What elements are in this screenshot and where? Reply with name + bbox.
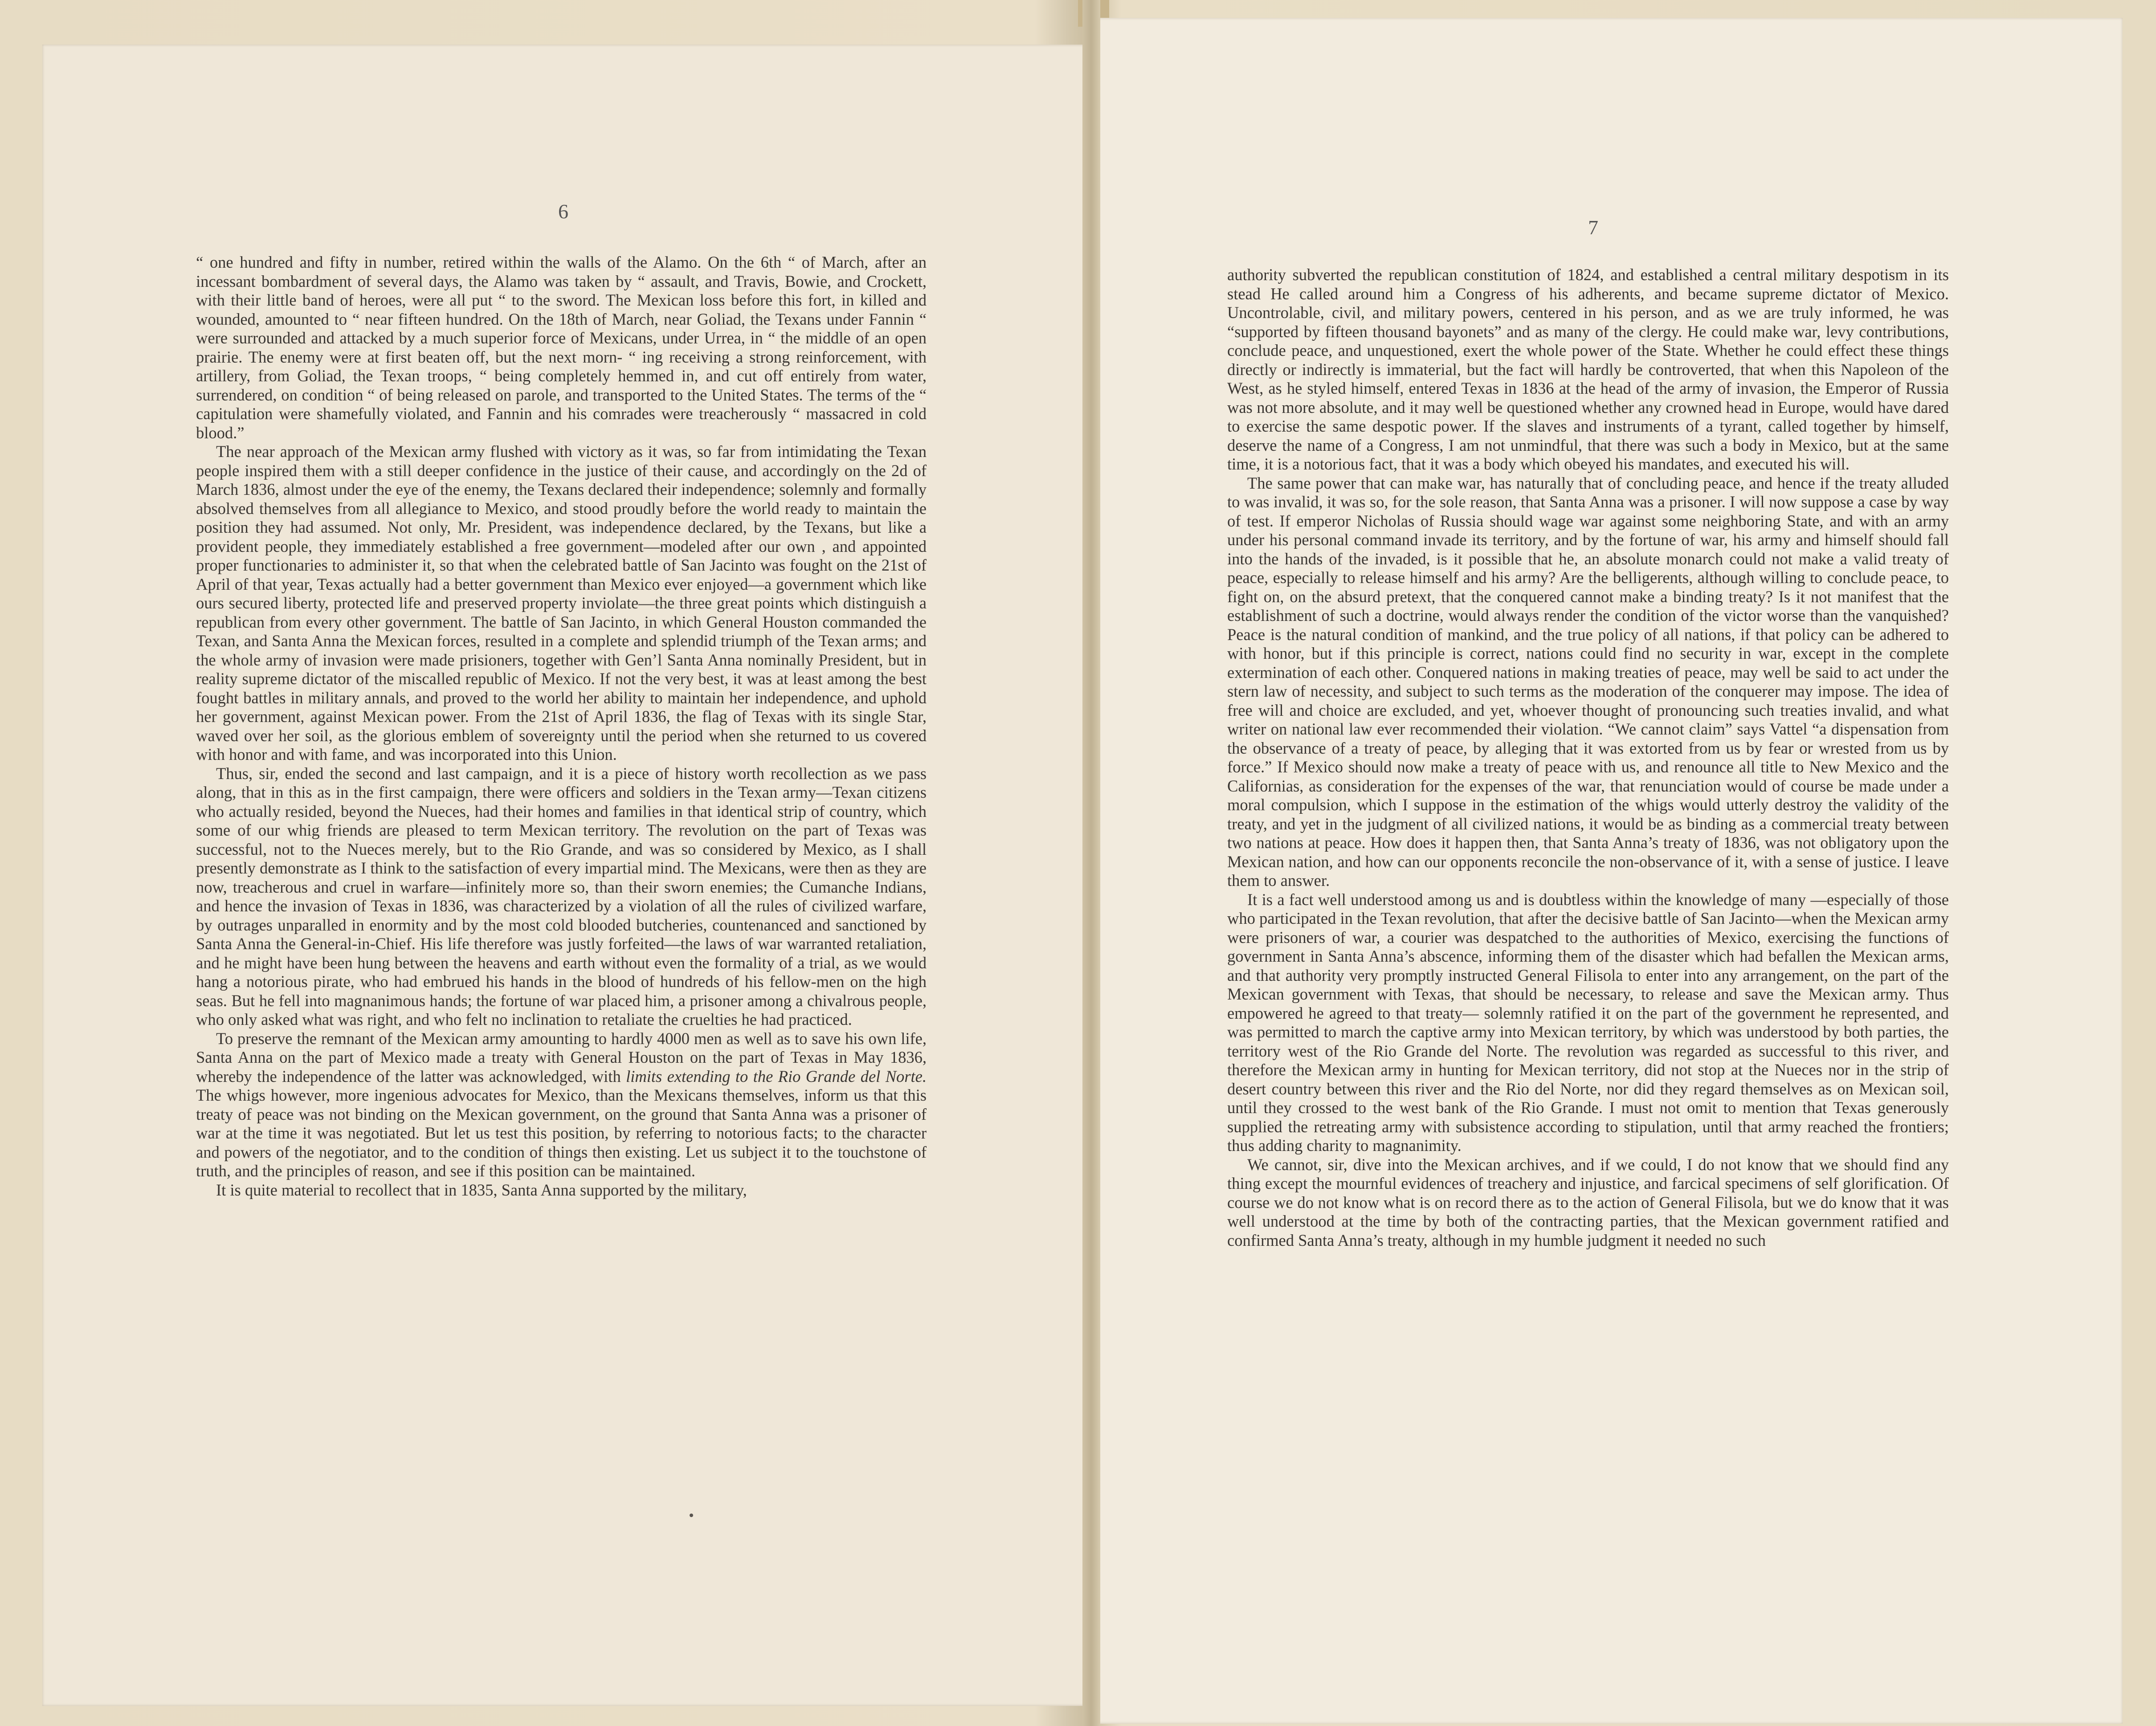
right-page-text (1227, 265, 1949, 1250)
paragraph: The same power that can make war, has naturally that of concluding peace, and hence if the treaty alluded to was invalid, it was so, for the sole reason, that Santa Anna was a prisoner. I will now suppose a case by way of test. If emperor Nicholas of Russia should wage war against some neighboring State, and with an army under his personal command invade its territory, and by the fortune of war, his army and himself should fall into the hands of the invaded, is it possible that he, an absolute monarch could not make a valid treaty of peace, especially to release himself and his army? Are the belligerents, although willing to conclude peace, to fight on, on the absurd pretext, that the conquered cannot make a binding treaty? Is it not manifest that the establishment of such a doctrine, would always render the condition of the victor worse than the vanquished? Peace is the natural condition of mankind, and the true policy of all nations, if that policy can be adhered to with honor, but if this principle is correct, nations could find no security in war, except in the complete extermination of each other. Conquered nations in making treaties of peace, may well be said to act under the stern law of necessity, and subject to such terms as the moderation of the conquerer may impose. The idea of free will and choice are excluded, and yet, whoever thought of pronouncing such treaties invalid, and what writer on national law ever recommended their violation. “We cannot claim” says Vattel “a dispensation from the observance of a treaty of peace, by alleging that it was extorted from us by fear or wrested from us by force.” If Mexico should now make a treaty of peace with us, and renounce all title to New Mexico and the Californias, as consideration for the expenses of the war, that renunciation would of course be made under a moral compulsion, which I suppose in the estimation of the whigs would utterly destroy the validity of the treaty, and yet in the judgment of all civilized nations, it would be as binding as a commercial treaty between two nations at peace. How does it happen then, that Santa Anna’s treaty of 1836, was not obligatory upon the Mexican nation, and how can our opponents reconcile the non-observance of it, with a sense of justice. I leave them to answer. (1227, 473, 1949, 890)
paragraph: It is quite material to recollect that in 1835, Santa Anna supported by the military, (216, 1180, 747, 1199)
paragraph: We cannot, sir, dive into the Mexican archives, and if we could, I do not know that we should find any thing except the mournful evidences of treachery and injustice, and farcical specimens of self glorification. Of course we do not know what is on record there as to the action of General Filisola, but we do know that it was well understood at the time by both of the contracting parties, that the Mexican government ratified and confirmed Santa Anna’s treaty, although in my humble judgment it needed no such (1227, 1155, 1949, 1249)
paragraph: The near approach of the Mexican army flushed with victory as it was, so far from intimidating the Texan people inspired them with a still deeper confidence in the justice of their cause, and accordingly on the 2d of March 1836, almost under the eye of the enemy, the Texans declared their independence; solemnly and formally absolved themselves from all allegiance to Mexico, and stood proudly before the world ready to maintain the position they had assumed. Not only, Mr. President, was independence declared, by the Texans, but like a provident people, they immediately established a free government—modeled after our own , and appointed proper functionaries to administer it, so that when the celebrated battle of San Jacinto was fought on the 21st of April of that year, Texas actually had a better government than Mexico ever enjoyed—a government which like ours secured liberty, protected life and preserved property inviolate—the three great points which distinguish a republican from every other government. The battle of San Jacinto, in which General Houston commanded the Texan, and Santa Anna the Mexican forces, resulted in a complete and splendid triumph of the Texan arms; and the whole army of invasion were made prisioners, together with Gen’l Santa Anna nominally President, but in reality supreme dictator of the miscalled republic of Mexico. If not the very best, it was at least among the best fought battles in military annals, and proved to the world her ability to maintain her independence, and uphold her government, against Mexican power. From the 21st of April 1836, the flag of Texas with its single Star, waved over her soil, as the glorious emblem of sovereignty until the period when she returned to us covered with honor and with fame, and was incorporated into this Union. (196, 442, 927, 763)
italic-phrase: limits extending to the Rio Grande del Norte. (626, 1067, 927, 1085)
paragraph: “ one hundred and fifty in number, retired within the walls of the Alamo. On the 6th “ of March, after an incessant bombardment of several days, the Alamo was taken by “ assault, and Travis, Bowie, and Crockett, with their little band of heroes, were all put “ to the sword. The Mexican loss before this fort, in killed and wounded, amounted to “ near fifteen hundred. On the 18th of March, near Goliad, the Texans under Fannin “ were surrounded and attacked by a much superior force of Mexicans, under Urrea, in “ the middle of an open prairie. The enemy were at first beaten off, but the next morn- “ ing receiving a strong reinforcement, with artillery, from Goliad, the Texan troops, “ being completely hemmed in, and cut off entirely from water, surrendered, on condition “ of being released on parole, and transported to the United States. The terms of the “ capitulation were shamefully violated, and Fannin and his comrades were treacherously “ massacred in cold blood.” (196, 253, 927, 442)
paragraph-text: To preserve the remnant of the Mexican army amounting to hardly 4000 men as well as to save his own life, Santa Anna on the part of Mexico made a treaty with General Houston on the part of Texas in May 1836, whereby the independence of the latter was acknowledged, with (196, 1029, 927, 1085)
paragraph: It is a fact well understood among us and is doubtless within the knowledge of many —especially of those who participated in the Texan revolution, that after the decisive battle of San Jacinto—when the Mexican army were prisoners of war, a courier was despatched to the authorities of Mexico, exercising the functions of government in Santa Anna’s abscence, informing them of the disaster which had befallen the Mexican arms, and that authority very promptly instructed General Filisola to enter into any arrangement, on the part of the Mexican government with Texas, that should be necessary, to release and save the Mexican army. Thus empowered he agreed to that treaty— solemnly ratified it on the part of the government he represented, and was permitted to march the captive army into Mexican territory, by which was understood by both parties, the territory west of the Rio Grande del Norte. The revolution was regarded as successful to this river, and therefore the Mexican army in hunting for Mexican territory, did not stop at the Nueces nor in the strip of desert country between this river and the Rio del Norte, nor did they regard themselves as on Mexican soil, until they crossed to the west bank of the Rio Grande. I must not omit to mention that Texas generously supplied the retreating army with subsistence according to stipulation, until that army reached the frontiers; thus adding charity to magnanimity. (1227, 890, 1949, 1155)
paragraph: authority subverted the republican constitution of 1824, and established a central military despotism in its stead He called around him a Congress of his adherents, and became supreme dictator of Mexico. Uncontrolable, civil, and military powers, centered in his person, and as we are truly informed, he was “supported by fifteen thousand bayonets” and as many of the clergy. He could make war, levy contributions, conclude peace, and unquestioned, exert the whole power of the State. Whether he could effect these things directly or indirectly is immaterial, but the fact will hardly be controverted, that when this Napoleon of the West, as he styled himself, entered Texas in 1836 at the head of the army of invasion, the Emperor of Russia was not more absolute, and it may well be questioned whether any crowned head in Europe, would have dared to exercise the same despotic power. If the slaves and instruments of a tyrant, called together by himself, deserve the name of a Congress, I am not unmindful, that there was such a body in Mexico, but at the same time, it is a notorious fact, that it was a body which obeyed his mandates, and executed his will. (1227, 265, 1949, 473)
left-page-text (196, 253, 927, 1200)
paragraph: Thus, sir, ended the second and last campaign, and it is a piece of history worth recollection as we pass along, that in this as in the first campaign, there were officers and soldiers in the Texan army—Texan citizens who actually resided, beyond the Nueces, had their homes and families in that identical strip of country, which some of our whig friends are pleased to term Mexican territory. The revolution on the part of Texas was successful, not to the Nueces merely, but to the Rio Grande, and was so considered by Mexico, as I shall presently demonstrate as I think to the satisfaction of every impartial mind. The Mexicans, were then as they are now, treacherous and cruel in warfare—infinitely more so, than their sworn enemies; the Cumanche Indians, and hence the invasion of Texas in 1836, was characterized by a violation of all the rules of civilized warfare, by outrages unparalled in enormity and by the most cold blooded butcheries, countenanced and sanctioned by Santa Anna the General-in-Chief. His life therefore was justly forfeited—the laws of war warranted retaliation, and he might have been hung between the heavens and earth without even the formality of a trial, as we would hang a notorious pirate, who had embrued his hands in the blood of hundreds of his fellow-men on the high seas. But he fell into magnanimous hands; the fortune of war placed him, a prisoner among a chivalrous people, who only asked what was right, and who felt no inclination to retaliate the cruelties he had practiced. (196, 764, 927, 1028)
printing-mark (690, 1514, 693, 1517)
paragraph (196, 1029, 927, 1181)
left-page-number: 6 (558, 200, 569, 223)
paragraph-text: The whigs however, more ingenious advocates for Mexico, than the Mexicans themselves, inform us that this treaty of peace was not binding on the Mexican government, on the ground that Santa Anna was a prisoner of war at the time it was negotiated. But let us test this position, by referring to notorious facts; to the character and powers of the negotiator, and to the condition of things then existing. Let us subject it to the touchstone of truth, and the principles of reason, and see if this position can be maintained. (196, 1086, 927, 1180)
book-gutter (1082, 0, 1100, 1726)
right-page-number: 7 (1588, 216, 1599, 239)
